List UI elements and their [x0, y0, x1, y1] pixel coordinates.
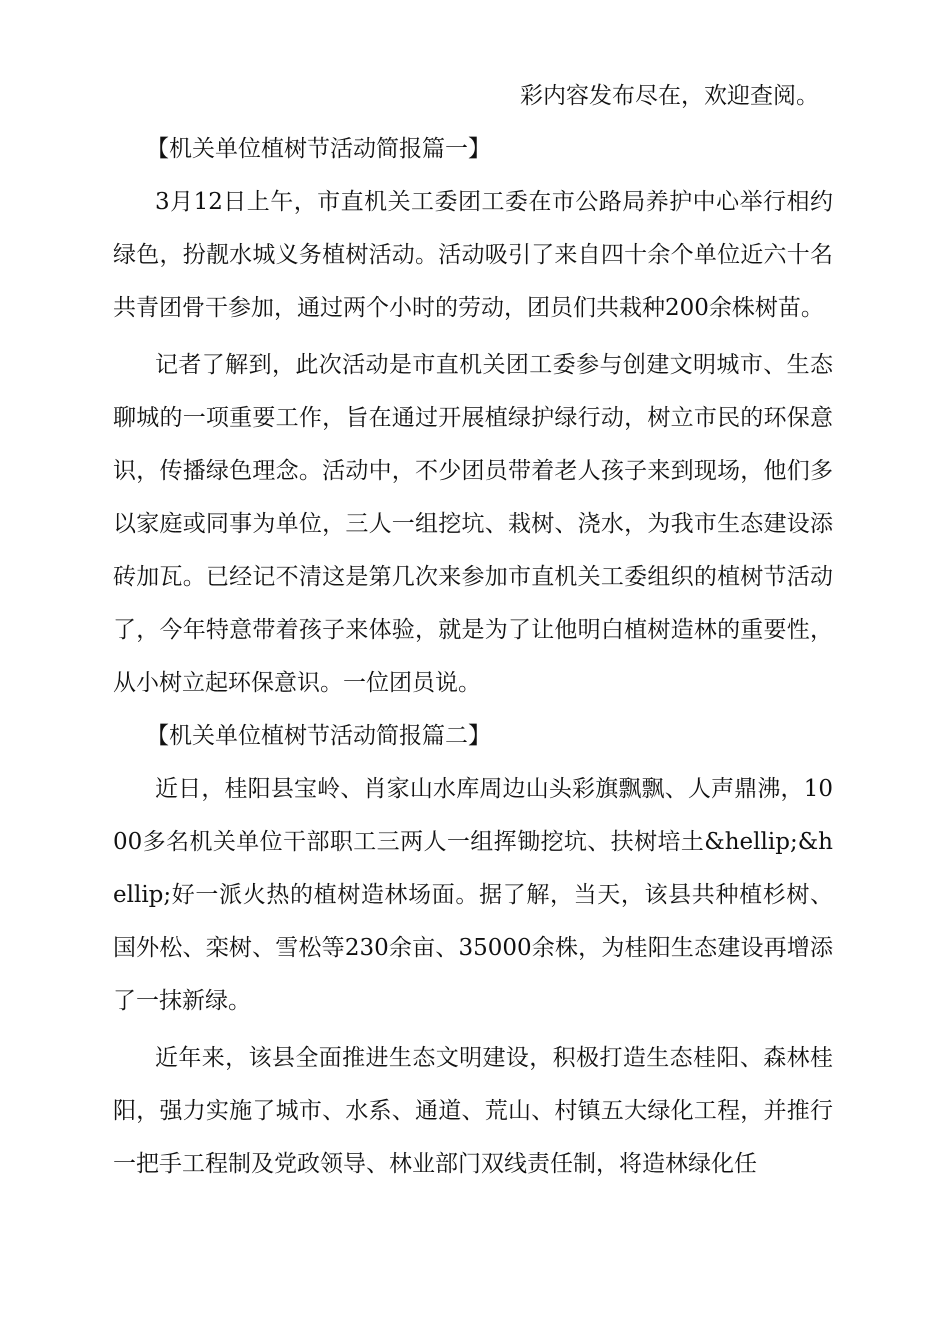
- section-heading-2: 【机关单位植树节活动简报篇二】: [146, 723, 491, 749]
- section-2-paragraph-1: 近日，桂阳县宝岭、肖家山水库周边山头彩旗飘飘、人声鼎沸，1000多名机关单位干部职工三两人一组挥锄挖坑、扶树培土&hellip;&hellip;好一派火热的植树造林场面。据了解，当天，该县共种植杉树、国外松、栾树、雪松等230余亩、35000余株，为桂阳生态建设再增添了一抹新绿。: [113, 776, 833, 1014]
- section-1-paragraph-1: 3月12日上午，市直机关工委团工委在市公路局养护中心举行相约绿色，扮靓水城义务植树活动。活动吸引了来自四十余个单位近六十名共青团骨干参加，通过两个小时的劳动，团员们共栽种200余株树苗。: [113, 189, 833, 321]
- section-1-paragraph-2: 记者了解到，此次活动是市直机关团工委参与创建文明城市、生态聊城的一项重要工作，旨在通过开展植绿护绿行动，树立市民的环保意识，传播绿色理念。活动中，不少团员带着老人孩子来到现场，他们多以家庭或同事为单位，三人一组挖坑、栽树、浇水，为我市生态建设添砖加瓦。已经记不清这是第几次来参加市直机关工委组织的植树节活动了，今年特意带着孩子来体验，就是为了让他明白植树造林的重要性，从小树立起环保意识。一位团员说。: [113, 352, 833, 696]
- section-heading-1: 【机关单位植树节活动简报篇一】: [146, 136, 491, 162]
- continuation-line: 彩内容发布尽在，欢迎查阅。: [520, 83, 819, 109]
- document-body: [113, 70, 833, 1191]
- section-2-paragraph-2: 近年来，该县全面推进生态文明建设，积极打造生态桂阳、森林桂阳，强力实施了城市、水系、通道、荒山、村镇五大绿化工程，并推行一把手工程制及党政领导、林业部门双线责任制，将造林绿化任: [113, 1045, 833, 1177]
